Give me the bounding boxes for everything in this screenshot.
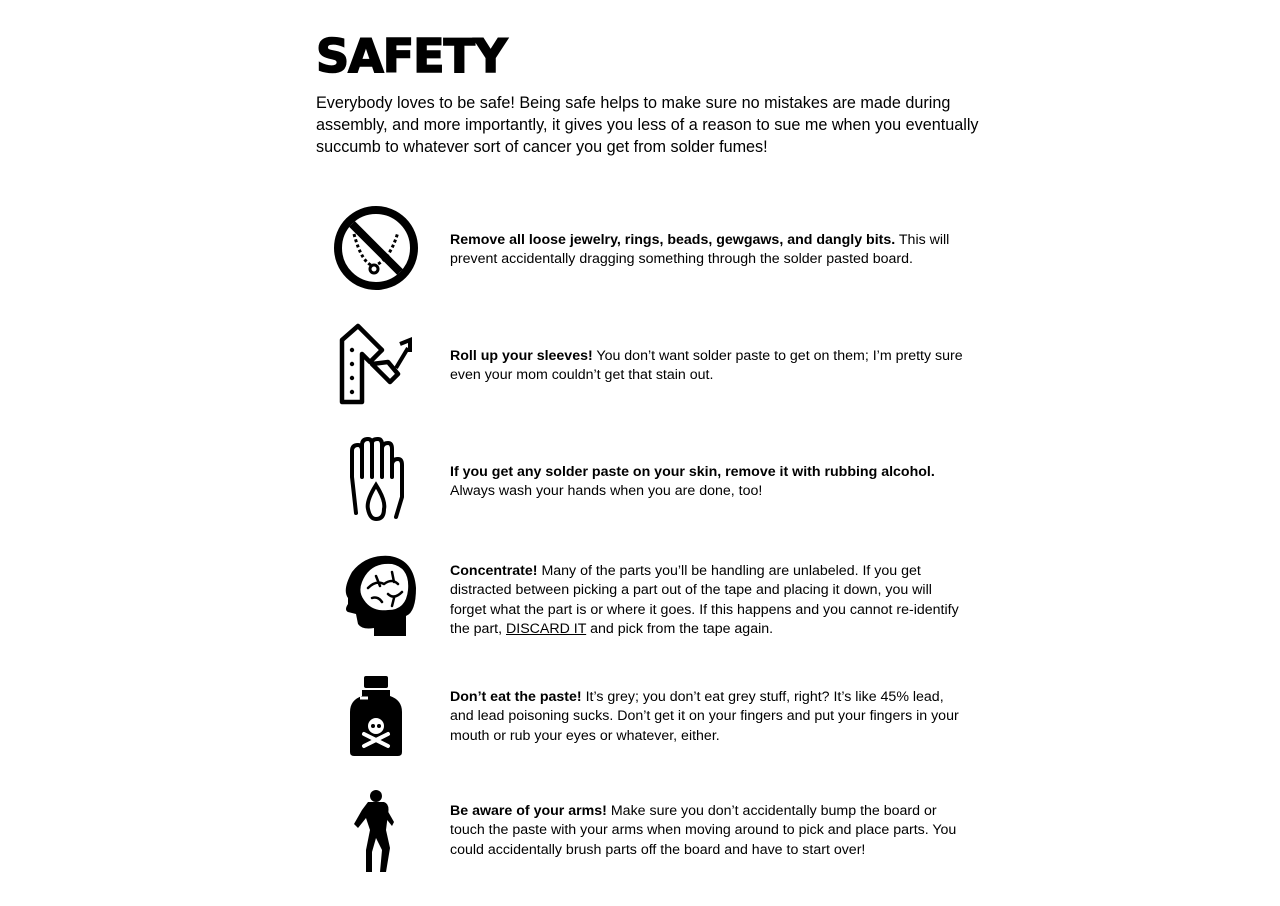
person-arms-icon [332,788,420,876]
safety-item-text: Be aware of your arms! Make sure you don’t accidentally bump the board or touch the paste with your arms when moving around to pick and place parts. You could accidentally brush parts off the board and have to start over! [450,803,957,858]
page-title: SAFETY [316,29,507,83]
safety-item-bold: Don’t eat the paste! [450,689,582,705]
intro-paragraph: Everybody loves to be safe! Being safe helps to make sure no mistakes are made during assembly, and more importantly, it gives you less of a reason to sue me when you eventually succumb to whatever sort of cancer you get from solder fumes! [316,94,979,156]
hand-drop-icon [332,437,420,525]
poison-bottle-icon [332,674,420,762]
safety-item-bold: Remove all loose jewelry, rings, beads, gewgaws, and dangly bits. [450,232,896,248]
rolled-sleeve-icon [332,320,420,408]
safety-item-text: Don’t eat the paste! It’s grey; you don’t eat grey stuff, right? It’s like 45% lead, and lead poisoning sucks. Don’t get it on your fingers and put your fingers in your mouth or rub your eyes or whatever, either. [450,689,959,744]
safety-item-bold: Concentrate! [450,563,538,579]
discard-it-link[interactable]: DISCARD IT [506,620,587,637]
safety-item-text: If you get any solder paste on your skin, remove it with rubbing alcohol. Always wash your hands when you are done, too! [450,464,935,500]
safety-item-bold: If you get any solder paste on your skin, remove it with rubbing alcohol. [450,464,935,480]
safety-item-text: Concentrate! Many of the parts you’ll be handling are unlabeled. If you get distracted between picking a part out of the tape and placing it down, you will forget what the part is or where it goes. If this happens and you cannot re-identify the part, DISCARD IT and pick from the tape again. [450,563,959,637]
safety-item-text: Remove all loose jewelry, rings, beads, gewgaws, and dangly bits. This will prevent accidentally dragging something through the solder pasted board. [450,232,950,268]
safety-item-bold: Be aware of your arms! [450,803,607,819]
brain-head-icon [332,552,420,640]
safety-item-text: Roll up your sleeves! You don’t want solder paste to get on them; I’m pretty sure even your mom couldn’t get that stain out. [450,348,963,384]
no-jewelry-icon [332,204,420,292]
safety-item-bold: Roll up your sleeves! [450,348,593,364]
